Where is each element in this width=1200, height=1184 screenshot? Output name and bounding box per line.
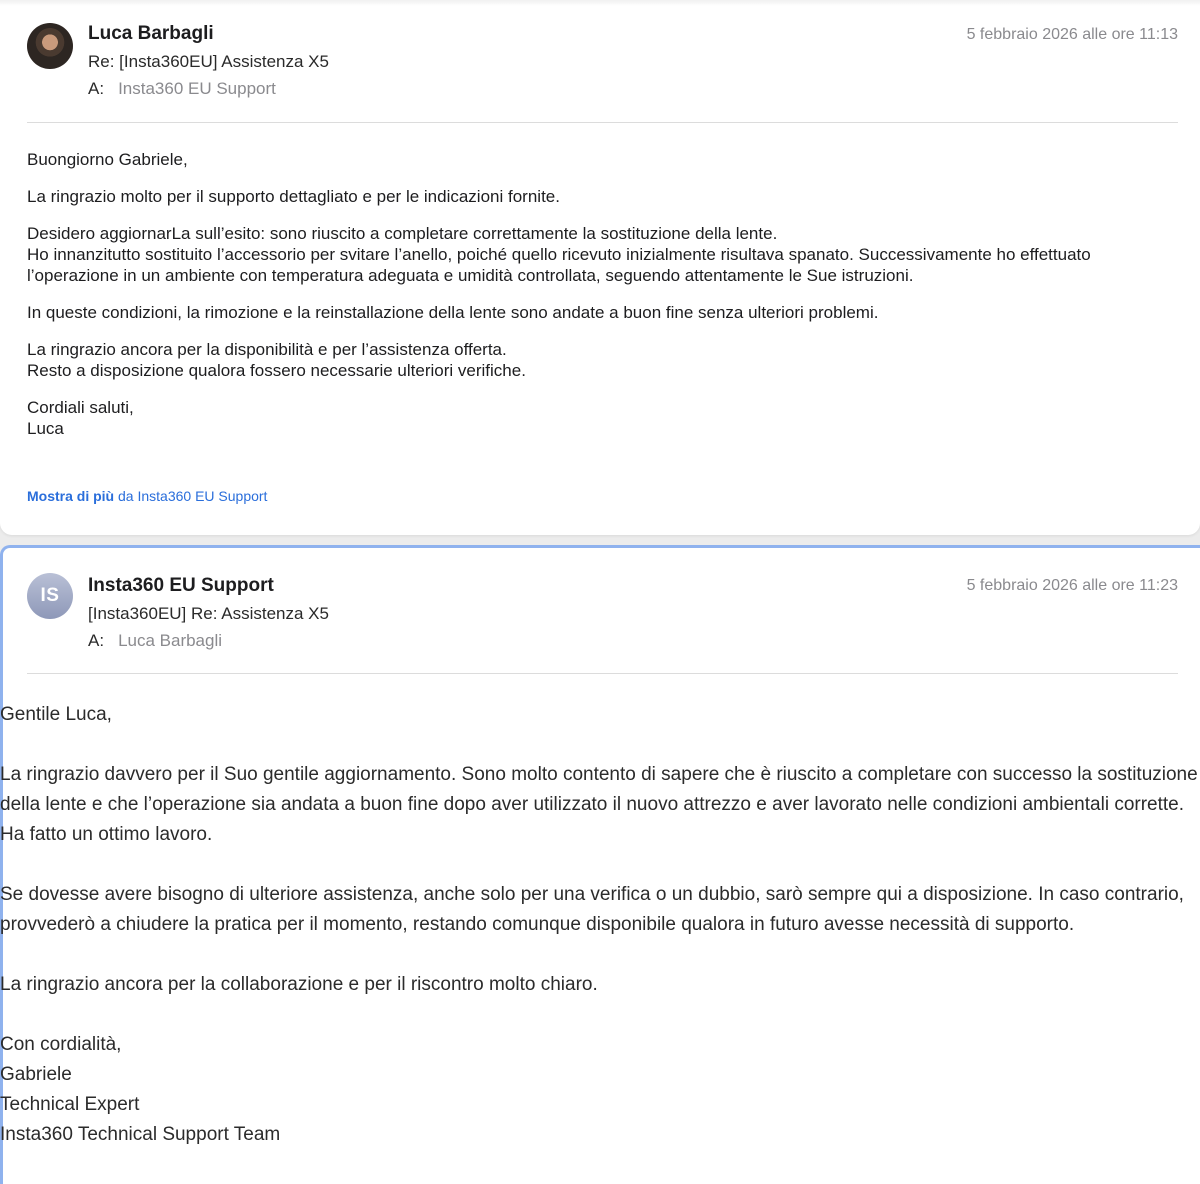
- message-date: 5 febbraio 2026 alle ore 11:23: [966, 577, 1178, 594]
- body-line: Ho innanzitutto sostituito l’accessorio per svitare l’anello, poiché quello ricevuto inizialmente risultava spanato. Successivamente ho effettuato l’operazione in un ambiente con temperatura adeguata e umidità controllata, seguendo attentamente le Sue istruzioni.: [27, 245, 1091, 285]
- recipient-row: [88, 631, 222, 651]
- body-signoff: [27, 397, 1187, 439]
- body-paragraph: La ringrazio davvero per il Suo gentile aggiornamento. Sono molto contento di sapere che è riuscito a completare con successo la sostituzione della lente e che l’operazione sia andata a buon fine dopo aver utilizzato il nuovo attrezzo e aver lavorato nelle condizioni ambientali corrette. Ha fatto un ottimo lavoro.: [0, 764, 1198, 845]
- body-paragraph: Se dovesse avere bisogno di ulteriore assistenza, anche solo per una verifica o un dubbio, sarò sempre qui a disposizione. In caso contrario, provvederò a chiudere la pratica per il momento, restando comunque disponibile qualora in futuro avesse necessità di supporto.: [0, 884, 1184, 935]
- recipient-label: A:: [88, 79, 105, 98]
- message-subject: Re: [Insta360EU] Assistenza X5: [88, 52, 329, 71]
- body-signature: Luca: [27, 419, 64, 438]
- sender-name[interactable]: Insta360 EU Support: [88, 575, 274, 596]
- person-photo-avatar-icon: [27, 23, 73, 69]
- header-divider: [27, 122, 1178, 123]
- signature-role: Technical Expert: [0, 1094, 140, 1115]
- show-more-link[interactable]: [27, 488, 267, 504]
- body-paragraph: In queste condizioni, la rimozione e la reinstallazione della lente sono andate a buon fine senza ulteriori problemi.: [27, 303, 879, 322]
- show-more-suffix[interactable]: da Insta360 EU Support: [118, 488, 268, 504]
- body-line: Resto a disposizione qualora fossero necessarie ulteriori verifiche.: [27, 361, 526, 380]
- message-card-1[interactable]: [0, 0, 1200, 535]
- show-more-label[interactable]: Mostra di più: [27, 488, 115, 504]
- recipient-row: [88, 79, 276, 99]
- body-greeting: Gentile Luca,: [0, 704, 112, 725]
- body-paragraph: [27, 223, 1187, 286]
- initials-avatar-icon: IS: [27, 573, 73, 619]
- message-subject: [Insta360EU] Re: Assistenza X5: [88, 604, 329, 623]
- signature-team: Insta360 Technical Support Team: [0, 1124, 281, 1145]
- body-paragraph: [27, 339, 1187, 381]
- recipient-label: A:: [88, 631, 105, 650]
- header-divider: [27, 673, 1178, 674]
- body-signoff: [0, 1030, 1200, 1150]
- body-line: La ringrazio ancora per la disponibilità e per l’assistenza offerta.: [27, 340, 507, 359]
- body-closing: Con cordialità,: [0, 1034, 122, 1055]
- message-body: [27, 149, 1187, 439]
- sender-avatar: [27, 573, 73, 619]
- recipient-name[interactable]: Luca Barbagli: [118, 631, 223, 650]
- body-greeting: Buongiorno Gabriele,: [27, 150, 188, 169]
- sender-avatar: [27, 23, 73, 69]
- body-closing: Cordiali saluti,: [27, 398, 134, 417]
- signature-name: Gabriele: [0, 1064, 72, 1085]
- body-line: Desidero aggiornarLa sull’esito: sono riuscito a completare correttamente la sostituzione della lente.: [27, 224, 778, 243]
- body-paragraph: La ringrazio molto per il supporto dettagliato e per le indicazioni fornite.: [27, 187, 560, 206]
- message-card-2[interactable]: [0, 545, 1200, 1184]
- body-paragraph: La ringrazio ancora per la collaborazione e per il riscontro molto chiaro.: [0, 974, 598, 995]
- message-date: 5 febbraio 2026 alle ore 11:13: [966, 26, 1178, 43]
- sender-name[interactable]: Luca Barbagli: [88, 23, 214, 44]
- message-body: [0, 700, 1200, 1150]
- recipient-name[interactable]: Insta360 EU Support: [118, 79, 276, 98]
- top-shadow: [0, 0, 1200, 6]
